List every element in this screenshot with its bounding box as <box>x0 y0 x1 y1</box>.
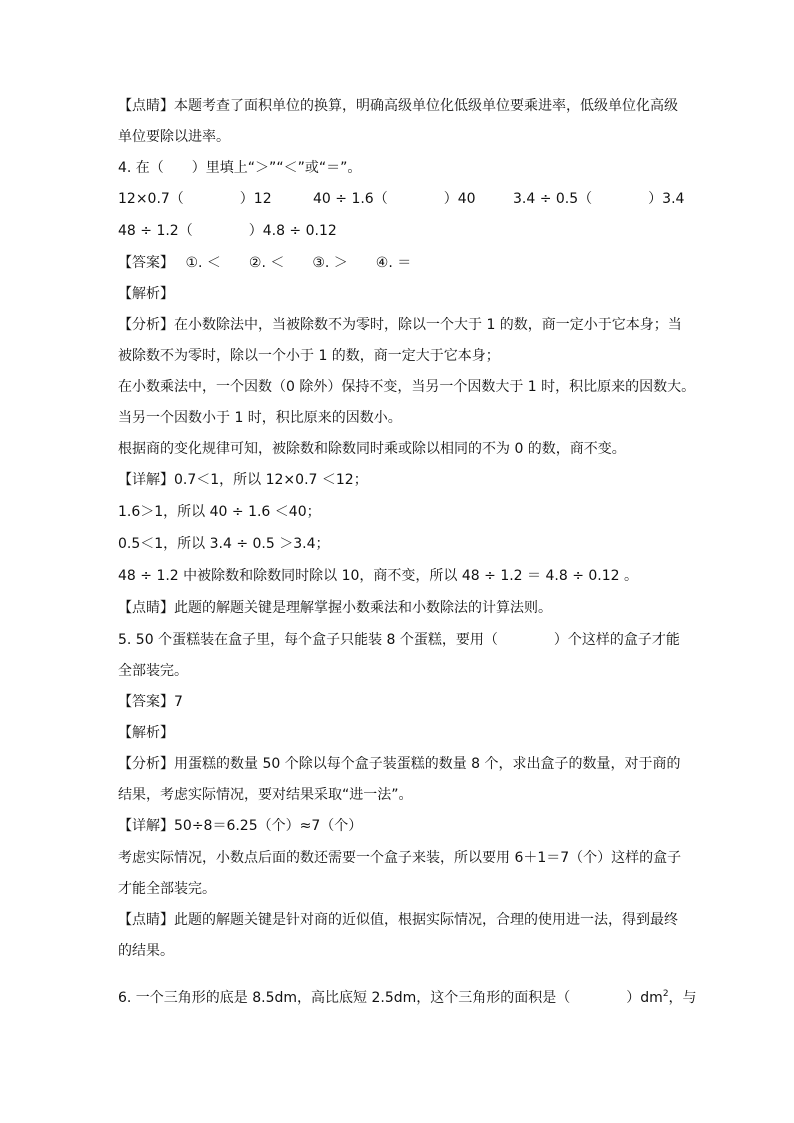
detail-4-line-1: 【详解】0.7＜1，所以 12×0.7 ＜12； <box>118 472 368 488</box>
tip-5-line-1: 【点睛】此题的解题关键是针对商的近似值，根据实际情况，合理的使用进一法，得到最终 <box>118 912 678 928</box>
expr-3.4div0.5: 3.4 ÷ 0.5（ ）3.4 <box>513 191 685 207</box>
analysis-5-line-1: 【分析】用蛋糕的数量 50 个除以每个盒子装蛋糕的数量 8 个，求出盒子的数量，对于商的 <box>118 756 681 772</box>
answer-4: 【答案】 ①. ＜ ②. ＜ ③. ＞ ④. ＝ <box>118 255 412 271</box>
detail-5-line-3: 才能全部装完。 <box>118 881 216 897</box>
question-4-row-1 <box>118 189 685 209</box>
detail-4-line-2: 1.6＞1，所以 40 ÷ 1.6 ＜40； <box>118 504 321 520</box>
tip-line-1: 【点睛】本题考查了面积单位的换算，明确高级单位化低级单位要乘进率，低级单位化高级 <box>118 98 678 114</box>
answer-5: 【答案】7 <box>118 694 183 710</box>
analysis-4-line-2: 被除数不为零时，除以一个小于 1 的数，商一定大于它本身； <box>118 348 500 364</box>
tip-line-2: 单位要除以进率。 <box>118 129 230 145</box>
question-5-line-2: 全部装完。 <box>118 663 188 679</box>
detail-4-line-4: 48 ÷ 1.2 中被除数和除数同时除以 10，商不变，所以 48 ÷ 1.2 ＝ 4.8 ÷ 0.12 。 <box>118 568 639 584</box>
tip-5-line-2: 的结果。 <box>118 943 174 959</box>
tip-4: 【点睛】此题的解题关键是理解掌握小数乘法和小数除法的计算法则。 <box>118 600 552 616</box>
detail-5-line-2: 考虑实际情况，小数点后面的数还需要一个盒子来装，所以要用 6＋1＝7（个）这样的盒子 <box>118 850 682 866</box>
question-6-line-1 <box>118 984 697 1008</box>
expr-40div1.6: 40 ÷ 1.6（ ）40 <box>313 191 476 207</box>
expr-48div1.2: 48 ÷ 1.2（ ）4.8 ÷ 0.12 <box>118 223 337 239</box>
analysis-4-line-3: 在小数乘法中，一个因数（0 除外）保持不变，当另一个因数大于 1 时，积比原来的因数大。 <box>118 379 696 395</box>
question-5-line-1: 5. 50 个蛋糕装在盒子里，每个盒子只能装 8 个蛋糕，要用（ ）个这样的盒子才能 <box>118 632 680 648</box>
analysis-5-line-2: 结果，考虑实际情况，要对结果采取“进一法”。 <box>118 787 413 803</box>
question-6-tail: ，与 <box>668 990 697 1006</box>
superscript-2: 2 <box>662 989 669 999</box>
question-4-row-2 <box>118 221 678 241</box>
detail-5-line-1: 【详解】50÷8＝6.25（个）≈7（个） <box>118 818 363 834</box>
question-4: 4. 在（ ）里填上“＞”“＜”或“＝”。 <box>118 160 362 176</box>
analysis-4-line-1: 【分析】在小数除法中，当被除数不为零时，除以一个大于 1 的数，商一定小于它本身；当 <box>118 317 682 333</box>
detail-4-line-3: 0.5＜1，所以 3.4 ÷ 0.5 ＞3.4； <box>118 536 330 552</box>
expr-12x0.7: 12×0.7（ ）12 <box>118 191 272 207</box>
question-6-text: 6. 一个三角形的底是 8.5dm，高比底短 2.5dm，这个三角形的面积是（ ）dm <box>118 990 663 1006</box>
analysis-4-line-5: 根据商的变化规律可知，被除数和除数同时乘或除以相同的不为 0 的数，商不变。 <box>118 441 626 457</box>
analysis-heading-5: 【解析】 <box>118 725 174 741</box>
analysis-4-line-4: 当另一个因数小于 1 时，积比原来的因数小。 <box>118 410 402 426</box>
analysis-heading-4: 【解析】 <box>118 286 174 302</box>
